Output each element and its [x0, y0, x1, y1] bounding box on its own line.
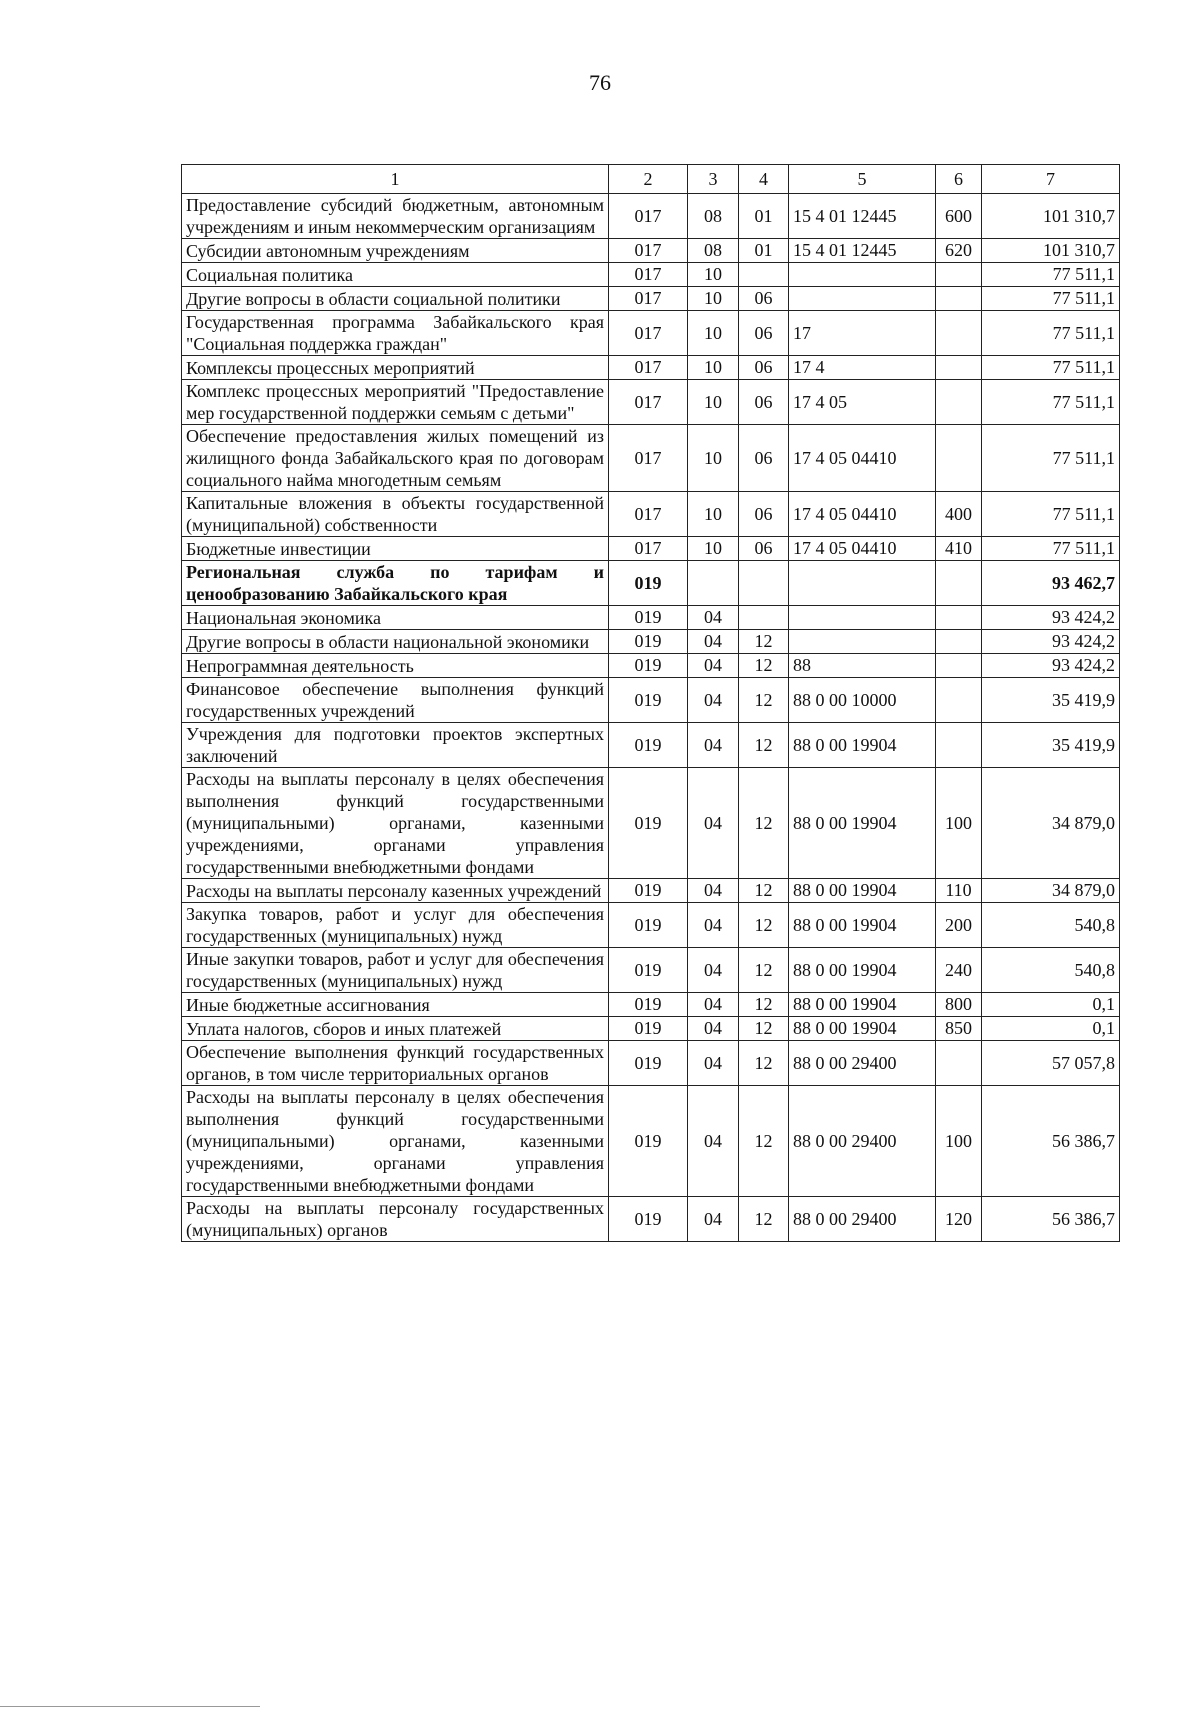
subsection-code-cell: 06: [739, 287, 789, 311]
target-article-cell: 15 4 01 12445: [789, 194, 936, 239]
expense-type-cell: [936, 356, 982, 380]
subsection-code-cell: [739, 606, 789, 630]
expense-type-cell: [936, 606, 982, 630]
expense-type-cell: 410: [936, 537, 982, 561]
target-article-cell: [789, 561, 936, 606]
section-code-cell: 10: [688, 263, 739, 287]
expense-type-cell: [936, 263, 982, 287]
amount-cell: 77 511,1: [982, 492, 1120, 537]
amount-cell: 34 879,0: [982, 879, 1120, 903]
section-code-cell: 04: [688, 678, 739, 723]
section-code-cell: 04: [688, 903, 739, 948]
department-code-cell: 019: [609, 903, 688, 948]
department-code-cell: 017: [609, 311, 688, 356]
column-header: 3: [688, 165, 739, 194]
department-code-cell: 019: [609, 678, 688, 723]
table-row: [182, 1041, 1120, 1086]
table-row: [182, 287, 1120, 311]
column-header: 4: [739, 165, 789, 194]
department-code-cell: 019: [609, 606, 688, 630]
item-name-cell: Национальная экономика: [182, 606, 609, 630]
item-name-cell: Расходы на выплаты персоналу казенных учреждений: [182, 879, 609, 903]
section-code-cell: 04: [688, 993, 739, 1017]
expense-type-cell: [936, 425, 982, 492]
item-name-cell: Предоставление субсидий бюджетным, автономным учреждениям и иным некоммерческим организациям: [182, 194, 609, 239]
item-name-cell: Расходы на выплаты персоналу государственных (муниципальных) органов: [182, 1197, 609, 1242]
expense-type-cell: 120: [936, 1197, 982, 1242]
table-header-row: [182, 165, 1120, 194]
expense-type-cell: 100: [936, 1086, 982, 1197]
amount-cell: 93 424,2: [982, 654, 1120, 678]
amount-cell: 540,8: [982, 948, 1120, 993]
column-header: 6: [936, 165, 982, 194]
department-code-cell: 019: [609, 879, 688, 903]
table-row: [182, 768, 1120, 879]
target-article-cell: 17 4: [789, 356, 936, 380]
amount-cell: 77 511,1: [982, 287, 1120, 311]
amount-cell: 57 057,8: [982, 1041, 1120, 1086]
subsection-code-cell: 12: [739, 654, 789, 678]
department-code-cell: 019: [609, 993, 688, 1017]
table-row: [182, 239, 1120, 263]
subsection-code-cell: [739, 263, 789, 287]
section-code-cell: 10: [688, 356, 739, 380]
department-code-cell: 017: [609, 425, 688, 492]
section-code-cell: 04: [688, 879, 739, 903]
subsection-code-cell: 12: [739, 630, 789, 654]
amount-cell: 101 310,7: [982, 239, 1120, 263]
department-code-cell: 017: [609, 537, 688, 561]
department-code-cell: 019: [609, 1197, 688, 1242]
target-article-cell: 88 0 00 10000: [789, 678, 936, 723]
table-row: [182, 606, 1120, 630]
expense-type-cell: 100: [936, 768, 982, 879]
department-code-cell: 017: [609, 380, 688, 425]
subsection-code-cell: [739, 561, 789, 606]
subsection-code-cell: 06: [739, 492, 789, 537]
section-code-cell: 04: [688, 948, 739, 993]
target-article-cell: 15 4 01 12445: [789, 239, 936, 263]
subsection-code-cell: 12: [739, 1086, 789, 1197]
item-name-cell: Иные бюджетные ассигнования: [182, 993, 609, 1017]
subsection-code-cell: 12: [739, 723, 789, 768]
section-code-cell: 04: [688, 768, 739, 879]
amount-cell: 93 462,7: [982, 561, 1120, 606]
subsection-code-cell: 12: [739, 1017, 789, 1041]
section-code-cell: 04: [688, 1017, 739, 1041]
target-article-cell: 17: [789, 311, 936, 356]
subsection-code-cell: 06: [739, 356, 789, 380]
amount-cell: 34 879,0: [982, 768, 1120, 879]
budget-table: [181, 164, 1120, 1242]
target-article-cell: 88: [789, 654, 936, 678]
target-article-cell: 17 4 05: [789, 380, 936, 425]
subsection-code-cell: 01: [739, 194, 789, 239]
item-name-cell: Комплекс процессных мероприятий "Предоставление мер государственной поддержки семьям с детьми": [182, 380, 609, 425]
department-code-cell: 019: [609, 1041, 688, 1086]
amount-cell: 77 511,1: [982, 380, 1120, 425]
item-name-cell: Государственная программа Забайкальского края "Социальная поддержка граждан": [182, 311, 609, 356]
expense-type-cell: [936, 287, 982, 311]
amount-cell: 56 386,7: [982, 1197, 1120, 1242]
expense-type-cell: 620: [936, 239, 982, 263]
subsection-code-cell: 12: [739, 678, 789, 723]
subsection-code-cell: 01: [739, 239, 789, 263]
target-article-cell: 88 0 00 29400: [789, 1041, 936, 1086]
subsection-code-cell: 06: [739, 311, 789, 356]
section-code-cell: 10: [688, 311, 739, 356]
section-code-cell: 08: [688, 239, 739, 263]
department-code-cell: 017: [609, 239, 688, 263]
section-code-cell: 10: [688, 380, 739, 425]
target-article-cell: [789, 263, 936, 287]
table-row: [182, 1017, 1120, 1041]
department-code-cell: 019: [609, 1017, 688, 1041]
amount-cell: 77 511,1: [982, 425, 1120, 492]
section-code-cell: 10: [688, 537, 739, 561]
target-article-cell: [789, 606, 936, 630]
item-name-cell: Финансовое обеспечение выполнения функций государственных учреждений: [182, 678, 609, 723]
expense-type-cell: [936, 654, 982, 678]
amount-cell: 35 419,9: [982, 723, 1120, 768]
expense-type-cell: 110: [936, 879, 982, 903]
table-row: [182, 311, 1120, 356]
expense-type-cell: [936, 380, 982, 425]
target-article-cell: 88 0 00 19904: [789, 903, 936, 948]
target-article-cell: 88 0 00 29400: [789, 1086, 936, 1197]
item-name-cell: Закупка товаров, работ и услуг для обеспечения государственных (муниципальных) нужд: [182, 903, 609, 948]
expense-type-cell: [936, 561, 982, 606]
department-code-cell: 017: [609, 492, 688, 537]
item-name-cell: Уплата налогов, сборов и иных платежей: [182, 1017, 609, 1041]
table-row: [182, 537, 1120, 561]
expense-type-cell: 850: [936, 1017, 982, 1041]
department-code-cell: 019: [609, 948, 688, 993]
table-row: [182, 1086, 1120, 1197]
department-code-cell: 019: [609, 723, 688, 768]
target-article-cell: 88 0 00 19904: [789, 879, 936, 903]
target-article-cell: 88 0 00 19904: [789, 723, 936, 768]
table-row: [182, 948, 1120, 993]
item-name-cell: Региональная служба по тарифам и ценообразованию Забайкальского края: [182, 561, 609, 606]
department-code-cell: 019: [609, 630, 688, 654]
section-code-cell: 10: [688, 287, 739, 311]
amount-cell: 540,8: [982, 903, 1120, 948]
table-row: [182, 425, 1120, 492]
expense-type-cell: 200: [936, 903, 982, 948]
expense-type-cell: [936, 630, 982, 654]
department-code-cell: 017: [609, 356, 688, 380]
section-code-cell: 04: [688, 1041, 739, 1086]
table-row: [182, 678, 1120, 723]
item-name-cell: Обеспечение предоставления жилых помещений из жилищного фонда Забайкальского края по договорам социального найма многодетным семьям: [182, 425, 609, 492]
expense-type-cell: [936, 311, 982, 356]
section-code-cell: 04: [688, 1086, 739, 1197]
amount-cell: 0,1: [982, 993, 1120, 1017]
table-row: [182, 380, 1120, 425]
subsection-code-cell: 12: [739, 768, 789, 879]
item-name-cell: Расходы на выплаты персоналу в целях обеспечения выполнения функций государственными (муниципальными) органами, казенными учреждениями, органами управления государственными внебюджетными фондами: [182, 768, 609, 879]
table-row: [182, 194, 1120, 239]
table-row: [182, 561, 1120, 606]
department-code-cell: 019: [609, 561, 688, 606]
department-code-cell: 017: [609, 287, 688, 311]
subsection-code-cell: 12: [739, 948, 789, 993]
amount-cell: 35 419,9: [982, 678, 1120, 723]
section-code-cell: 04: [688, 1197, 739, 1242]
table-row: [182, 903, 1120, 948]
expense-type-cell: 240: [936, 948, 982, 993]
amount-cell: 77 511,1: [982, 537, 1120, 561]
amount-cell: 56 386,7: [982, 1086, 1120, 1197]
department-code-cell: 019: [609, 654, 688, 678]
column-header: 5: [789, 165, 936, 194]
department-code-cell: 017: [609, 263, 688, 287]
target-article-cell: 17 4 05 04410: [789, 537, 936, 561]
table-row: [182, 492, 1120, 537]
amount-cell: 0,1: [982, 1017, 1120, 1041]
section-code-cell: 10: [688, 425, 739, 492]
item-name-cell: Иные закупки товаров, работ и услуг для обеспечения государственных (муниципальных) нужд: [182, 948, 609, 993]
section-code-cell: 04: [688, 723, 739, 768]
target-article-cell: [789, 287, 936, 311]
section-code-cell: 04: [688, 654, 739, 678]
subsection-code-cell: 12: [739, 1197, 789, 1242]
item-name-cell: Социальная политика: [182, 263, 609, 287]
expense-type-cell: 400: [936, 492, 982, 537]
target-article-cell: 88 0 00 19904: [789, 993, 936, 1017]
target-article-cell: 88 0 00 29400: [789, 1197, 936, 1242]
expense-type-cell: [936, 678, 982, 723]
expense-type-cell: 800: [936, 993, 982, 1017]
subsection-code-cell: 06: [739, 380, 789, 425]
target-article-cell: 88 0 00 19904: [789, 768, 936, 879]
subsection-code-cell: 06: [739, 425, 789, 492]
amount-cell: 77 511,1: [982, 311, 1120, 356]
section-code-cell: 04: [688, 606, 739, 630]
target-article-cell: 88 0 00 19904: [789, 1017, 936, 1041]
footer-rule: [0, 1706, 260, 1707]
subsection-code-cell: 06: [739, 537, 789, 561]
subsection-code-cell: 12: [739, 903, 789, 948]
department-code-cell: 017: [609, 194, 688, 239]
table-row: [182, 263, 1120, 287]
page-number: 76: [589, 70, 611, 95]
amount-cell: 101 310,7: [982, 194, 1120, 239]
subsection-code-cell: 12: [739, 879, 789, 903]
table-row: [182, 723, 1120, 768]
item-name-cell: Другие вопросы в области социальной политики: [182, 287, 609, 311]
item-name-cell: Бюджетные инвестиции: [182, 537, 609, 561]
table-row: [182, 879, 1120, 903]
expense-type-cell: [936, 723, 982, 768]
item-name-cell: Капитальные вложения в объекты государственной (муниципальной) собственности: [182, 492, 609, 537]
item-name-cell: Другие вопросы в области национальной экономики: [182, 630, 609, 654]
item-name-cell: Расходы на выплаты персоналу в целях обеспечения выполнения функций государственными (муниципальными) органами, казенными учреждениями, органами управления государственными внебюджетными фондами: [182, 1086, 609, 1197]
amount-cell: 77 511,1: [982, 263, 1120, 287]
table-row: [182, 1197, 1120, 1242]
item-name-cell: Учреждения для подготовки проектов экспертных заключений: [182, 723, 609, 768]
column-header: 2: [609, 165, 688, 194]
item-name-cell: Непрограммная деятельность: [182, 654, 609, 678]
section-code-cell: 04: [688, 630, 739, 654]
target-article-cell: 88 0 00 19904: [789, 948, 936, 993]
expense-type-cell: 600: [936, 194, 982, 239]
table-row: [182, 630, 1120, 654]
amount-cell: 93 424,2: [982, 606, 1120, 630]
column-header: 1: [182, 165, 609, 194]
subsection-code-cell: 12: [739, 993, 789, 1017]
section-code-cell: 10: [688, 492, 739, 537]
section-code-cell: [688, 561, 739, 606]
item-name-cell: Комплексы процессных мероприятий: [182, 356, 609, 380]
item-name-cell: Субсидии автономным учреждениям: [182, 239, 609, 263]
target-article-cell: [789, 630, 936, 654]
column-header: 7: [982, 165, 1120, 194]
item-name-cell: Обеспечение выполнения функций государственных органов, в том числе территориальных органов: [182, 1041, 609, 1086]
expense-type-cell: [936, 1041, 982, 1086]
section-code-cell: 08: [688, 194, 739, 239]
target-article-cell: 17 4 05 04410: [789, 492, 936, 537]
amount-cell: 77 511,1: [982, 356, 1120, 380]
target-article-cell: 17 4 05 04410: [789, 425, 936, 492]
table-row: [182, 654, 1120, 678]
amount-cell: 93 424,2: [982, 630, 1120, 654]
subsection-code-cell: 12: [739, 1041, 789, 1086]
department-code-cell: 019: [609, 768, 688, 879]
table-row: [182, 356, 1120, 380]
department-code-cell: 019: [609, 1086, 688, 1197]
table-row: [182, 993, 1120, 1017]
